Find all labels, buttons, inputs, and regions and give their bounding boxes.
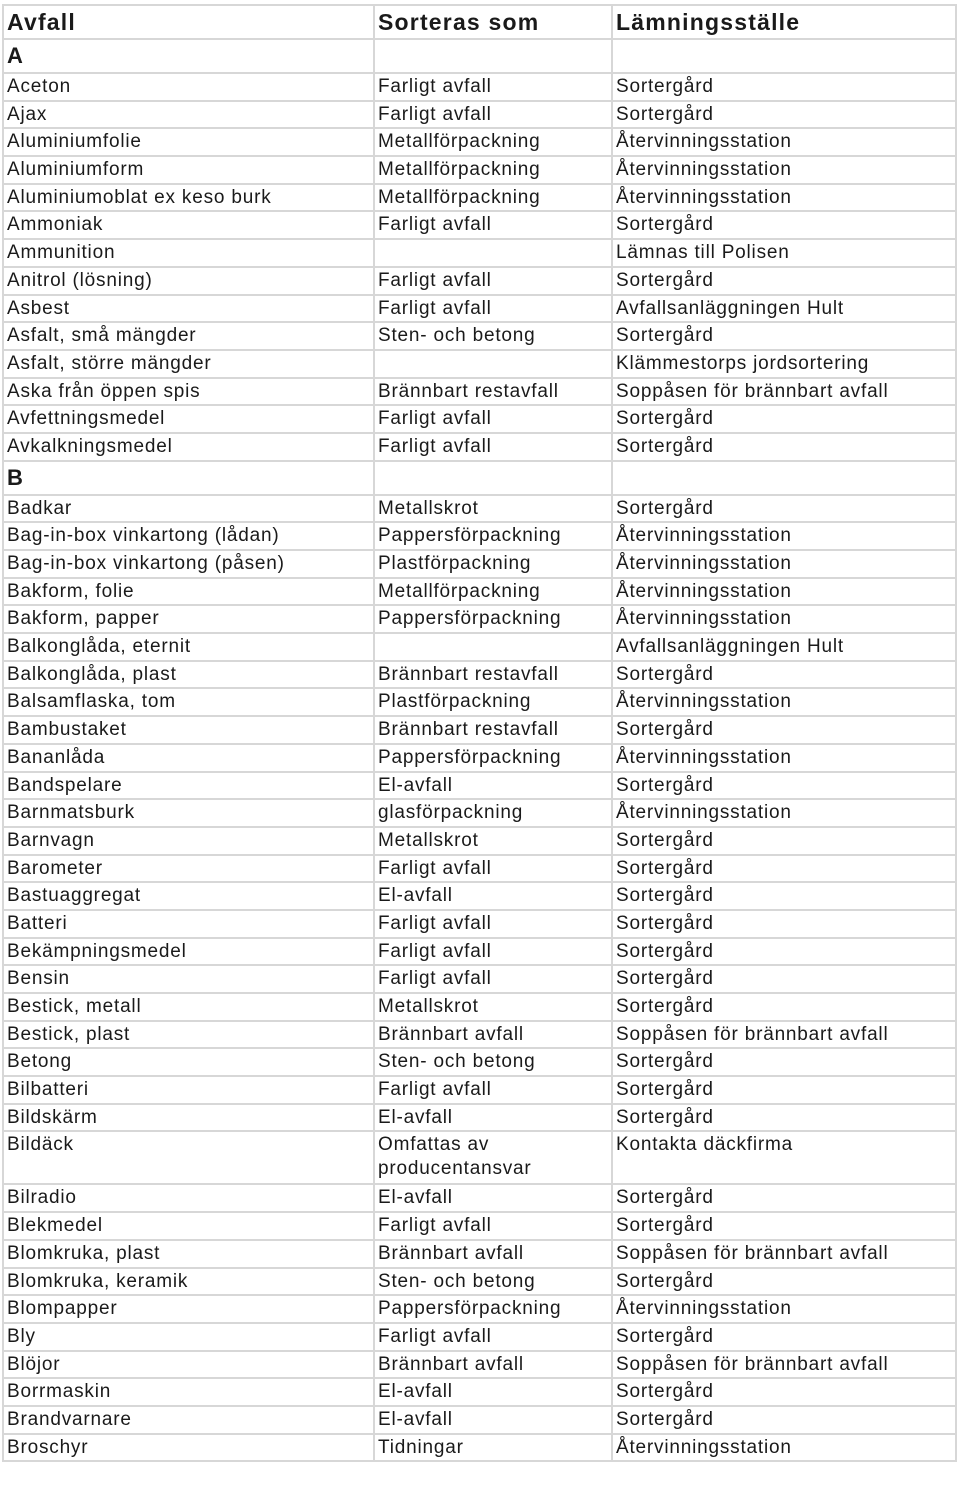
- table-row: [3, 495, 956, 523]
- table-row: [3, 633, 956, 661]
- table-row: [3, 578, 956, 606]
- table-row: [3, 1104, 956, 1132]
- table-row: [3, 156, 956, 184]
- cell-avfall: Bandspelare: [3, 772, 374, 800]
- cell-sorteras-som: Farligt avfall: [374, 965, 612, 993]
- cell-sorteras-som: Pappersförpackning: [374, 744, 612, 772]
- cell-sorteras-som: Pappersförpackning: [374, 605, 612, 633]
- cell-lamningsstalle: Sortergård: [612, 1104, 956, 1132]
- cell-lamningsstalle: Sortergård: [612, 993, 956, 1021]
- cell-lamningsstalle: Sortergård: [612, 716, 956, 744]
- table-row: [3, 1048, 956, 1076]
- cell-sorteras-som: Farligt avfall: [374, 855, 612, 883]
- table-row: [3, 239, 956, 267]
- cell-avfall: Bildskärm: [3, 1104, 374, 1132]
- cell-sorteras-som: Farligt avfall: [374, 433, 612, 461]
- table-row: [3, 1184, 956, 1212]
- cell-lamningsstalle: Sortergård: [612, 101, 956, 129]
- cell-sorteras-som: Sten- och betong: [374, 1048, 612, 1076]
- cell-sorteras-som: Brännbart avfall: [374, 1351, 612, 1379]
- cell-sorteras-som: Sten- och betong: [374, 322, 612, 350]
- cell-sorteras-som: Pappersförpackning: [374, 522, 612, 550]
- cell-avfall: Bakform, papper: [3, 605, 374, 633]
- cell-avfall: Blomkruka, keramik: [3, 1268, 374, 1296]
- table-row: [3, 522, 956, 550]
- table-row: [3, 1212, 956, 1240]
- cell-sorteras-som: Farligt avfall: [374, 938, 612, 966]
- table-row: [3, 1021, 956, 1049]
- section-letter-row: [3, 461, 956, 495]
- table-row: [3, 688, 956, 716]
- cell-lamningsstalle: Sortergård: [612, 1406, 956, 1434]
- cell-lamningsstalle: Återvinningsstation: [612, 550, 956, 578]
- cell-lamningsstalle: Sortergård: [612, 433, 956, 461]
- cell-lamningsstalle: Klämmestorps jordsortering: [612, 350, 956, 378]
- section-letter: B: [3, 461, 374, 495]
- cell-sorteras-som: El-avfall: [374, 772, 612, 800]
- cell-avfall: Bastuaggregat: [3, 882, 374, 910]
- cell-sorteras-som: Brännbart restavfall: [374, 378, 612, 406]
- cell-avfall: Avkalkningsmedel: [3, 433, 374, 461]
- cell-lamningsstalle: Sortergård: [612, 827, 956, 855]
- section-letter: A: [3, 39, 374, 73]
- cell-avfall: Bag-in-box vinkartong (påsen): [3, 550, 374, 578]
- cell-avfall: Bambustaket: [3, 716, 374, 744]
- table-row: [3, 1378, 956, 1406]
- waste-sorting-table: [2, 4, 957, 1462]
- cell-sorteras-som: Farligt avfall: [374, 295, 612, 323]
- cell-sorteras-som: Omfattas av producentansvar: [374, 1131, 612, 1184]
- cell-avfall: Anitrol (lösning): [3, 267, 374, 295]
- table-row: [3, 772, 956, 800]
- cell-avfall: Blompapper: [3, 1295, 374, 1323]
- cell-sorteras-som: Metallskrot: [374, 827, 612, 855]
- table-row: [3, 938, 956, 966]
- cell-avfall: Barnmatsburk: [3, 799, 374, 827]
- cell-lamningsstalle: Återvinningsstation: [612, 578, 956, 606]
- cell-sorteras-som: Tidningar: [374, 1434, 612, 1462]
- column-header-sorteras-som: Sorteras som: [374, 5, 612, 39]
- cell-sorteras-som: Metallförpackning: [374, 128, 612, 156]
- empty-cell: [612, 39, 956, 73]
- cell-avfall: Asfalt, små mängder: [3, 322, 374, 350]
- cell-avfall: Betong: [3, 1048, 374, 1076]
- cell-lamningsstalle: Sortergård: [612, 1048, 956, 1076]
- cell-lamningsstalle: Soppåsen för brännbart avfall: [612, 1240, 956, 1268]
- cell-sorteras-som: El-avfall: [374, 1378, 612, 1406]
- cell-lamningsstalle: Sortergård: [612, 1184, 956, 1212]
- cell-sorteras-som: El-avfall: [374, 1406, 612, 1434]
- table-row: [3, 1351, 956, 1379]
- cell-sorteras-som: Metallförpackning: [374, 156, 612, 184]
- cell-lamningsstalle: Sortergård: [612, 855, 956, 883]
- cell-sorteras-som: Farligt avfall: [374, 910, 612, 938]
- table-row: [3, 184, 956, 212]
- cell-avfall: Blekmedel: [3, 1212, 374, 1240]
- table-row: [3, 1406, 956, 1434]
- table-row: [3, 1268, 956, 1296]
- cell-avfall: Aluminiumoblat ex keso burk: [3, 184, 374, 212]
- cell-lamningsstalle: Återvinningsstation: [612, 799, 956, 827]
- empty-cell: [374, 39, 612, 73]
- table-row: [3, 1076, 956, 1104]
- cell-sorteras-som: Metallförpackning: [374, 578, 612, 606]
- cell-avfall: Aska från öppen spis: [3, 378, 374, 406]
- cell-avfall: Broschyr: [3, 1434, 374, 1462]
- cell-avfall: Bekämpningsmedel: [3, 938, 374, 966]
- cell-sorteras-som: Brännbart restavfall: [374, 661, 612, 689]
- cell-lamningsstalle: Sortergård: [612, 1323, 956, 1351]
- cell-avfall: Aluminiumform: [3, 156, 374, 184]
- cell-lamningsstalle: Sortergård: [612, 322, 956, 350]
- cell-avfall: Badkar: [3, 495, 374, 523]
- cell-sorteras-som: Metallförpackning: [374, 184, 612, 212]
- cell-lamningsstalle: Återvinningsstation: [612, 156, 956, 184]
- cell-avfall: Bly: [3, 1323, 374, 1351]
- cell-lamningsstalle: Sortergård: [612, 965, 956, 993]
- cell-sorteras-som: El-avfall: [374, 882, 612, 910]
- cell-sorteras-som: Metallskrot: [374, 495, 612, 523]
- cell-sorteras-som: Farligt avfall: [374, 73, 612, 101]
- table-row: [3, 1131, 956, 1184]
- column-header-avfall: Avfall: [3, 5, 374, 39]
- cell-sorteras-som: [374, 239, 612, 267]
- cell-sorteras-som: Plastförpackning: [374, 688, 612, 716]
- cell-avfall: Barnvagn: [3, 827, 374, 855]
- column-header-lamningsstalle: Lämningsställe: [612, 5, 956, 39]
- cell-avfall: Barometer: [3, 855, 374, 883]
- cell-sorteras-som: El-avfall: [374, 1184, 612, 1212]
- cell-lamningsstalle: Soppåsen för brännbart avfall: [612, 1351, 956, 1379]
- table-header-row: [3, 5, 956, 39]
- table-row: [3, 744, 956, 772]
- cell-lamningsstalle: Sortergård: [612, 211, 956, 239]
- cell-sorteras-som: Sten- och betong: [374, 1268, 612, 1296]
- cell-avfall: Ajax: [3, 101, 374, 129]
- cell-avfall: Bilradio: [3, 1184, 374, 1212]
- cell-avfall: Ammunition: [3, 239, 374, 267]
- cell-avfall: Brandvarnare: [3, 1406, 374, 1434]
- cell-avfall: Bananlåda: [3, 744, 374, 772]
- table-row: [3, 405, 956, 433]
- table-row: [3, 295, 956, 323]
- cell-sorteras-som: Pappersförpackning: [374, 1295, 612, 1323]
- cell-sorteras-som: El-avfall: [374, 1104, 612, 1132]
- table-row: [3, 910, 956, 938]
- cell-lamningsstalle: Sortergård: [612, 495, 956, 523]
- cell-avfall: Aluminiumfolie: [3, 128, 374, 156]
- cell-lamningsstalle: Sortergård: [612, 1268, 956, 1296]
- cell-sorteras-som: Metallskrot: [374, 993, 612, 1021]
- table-row: [3, 882, 956, 910]
- cell-sorteras-som: Brännbart avfall: [374, 1240, 612, 1268]
- table-row: [3, 101, 956, 129]
- cell-avfall: Bensin: [3, 965, 374, 993]
- table-row: [3, 128, 956, 156]
- cell-avfall: Asfalt, större mängder: [3, 350, 374, 378]
- cell-avfall: Batteri: [3, 910, 374, 938]
- cell-lamningsstalle: Sortergård: [612, 910, 956, 938]
- cell-lamningsstalle: Sortergård: [612, 1378, 956, 1406]
- cell-lamningsstalle: Återvinningsstation: [612, 688, 956, 716]
- cell-avfall: Blöjor: [3, 1351, 374, 1379]
- cell-lamningsstalle: Sortergård: [612, 772, 956, 800]
- table-row: [3, 1295, 956, 1323]
- table-row: [3, 267, 956, 295]
- table-row: [3, 322, 956, 350]
- table-row: [3, 73, 956, 101]
- table-row: [3, 993, 956, 1021]
- cell-sorteras-som: Brännbart restavfall: [374, 716, 612, 744]
- cell-avfall: Ammoniak: [3, 211, 374, 239]
- cell-avfall: Bag-in-box vinkartong (lådan): [3, 522, 374, 550]
- cell-lamningsstalle: Avfallsanläggningen Hult: [612, 295, 956, 323]
- cell-lamningsstalle: Sortergård: [612, 1076, 956, 1104]
- cell-sorteras-som: glasförpackning: [374, 799, 612, 827]
- cell-avfall: Borrmaskin: [3, 1378, 374, 1406]
- section-letter-row: [3, 39, 956, 73]
- table-row: [3, 350, 956, 378]
- cell-lamningsstalle: Sortergård: [612, 405, 956, 433]
- cell-lamningsstalle: Sortergård: [612, 73, 956, 101]
- cell-lamningsstalle: Återvinningsstation: [612, 128, 956, 156]
- table-row: [3, 661, 956, 689]
- table-row: [3, 211, 956, 239]
- cell-avfall: Bestick, metall: [3, 993, 374, 1021]
- empty-cell: [612, 461, 956, 495]
- cell-lamningsstalle: Återvinningsstation: [612, 744, 956, 772]
- table-row: [3, 855, 956, 883]
- cell-lamningsstalle: Återvinningsstation: [612, 184, 956, 212]
- cell-avfall: Aceton: [3, 73, 374, 101]
- table-row: [3, 605, 956, 633]
- cell-lamningsstalle: Sortergård: [612, 661, 956, 689]
- cell-lamningsstalle: Sortergård: [612, 882, 956, 910]
- cell-sorteras-som: [374, 350, 612, 378]
- table-row: [3, 827, 956, 855]
- cell-lamningsstalle: Återvinningsstation: [612, 605, 956, 633]
- cell-avfall: Balsamflaska, tom: [3, 688, 374, 716]
- cell-avfall: Avfettningsmedel: [3, 405, 374, 433]
- cell-sorteras-som: Farligt avfall: [374, 1076, 612, 1104]
- cell-sorteras-som: Brännbart avfall: [374, 1021, 612, 1049]
- cell-lamningsstalle: Kontakta däckfirma: [612, 1131, 956, 1184]
- table-row: [3, 1323, 956, 1351]
- cell-avfall: Bestick, plast: [3, 1021, 374, 1049]
- cell-avfall: Bakform, folie: [3, 578, 374, 606]
- cell-sorteras-som: Farligt avfall: [374, 101, 612, 129]
- table-row: [3, 433, 956, 461]
- empty-cell: [374, 461, 612, 495]
- table-row: [3, 799, 956, 827]
- cell-sorteras-som: Farligt avfall: [374, 267, 612, 295]
- cell-sorteras-som: Farligt avfall: [374, 211, 612, 239]
- cell-avfall: Bildäck: [3, 1131, 374, 1184]
- cell-lamningsstalle: Återvinningsstation: [612, 1295, 956, 1323]
- table-row: [3, 716, 956, 744]
- table-row: [3, 550, 956, 578]
- cell-sorteras-som: Plastförpackning: [374, 550, 612, 578]
- cell-sorteras-som: Farligt avfall: [374, 405, 612, 433]
- cell-lamningsstalle: Återvinningsstation: [612, 1434, 956, 1462]
- cell-avfall: Bilbatteri: [3, 1076, 374, 1104]
- cell-sorteras-som: Farligt avfall: [374, 1323, 612, 1351]
- cell-avfall: Blomkruka, plast: [3, 1240, 374, 1268]
- cell-lamningsstalle: Avfallsanläggningen Hult: [612, 633, 956, 661]
- cell-lamningsstalle: Sortergård: [612, 267, 956, 295]
- cell-lamningsstalle: Återvinningsstation: [612, 522, 956, 550]
- cell-lamningsstalle: Soppåsen för brännbart avfall: [612, 1021, 956, 1049]
- cell-lamningsstalle: Soppåsen för brännbart avfall: [612, 378, 956, 406]
- cell-lamningsstalle: Lämnas till Polisen: [612, 239, 956, 267]
- cell-lamningsstalle: Sortergård: [612, 1212, 956, 1240]
- cell-sorteras-som: Farligt avfall: [374, 1212, 612, 1240]
- table-row: [3, 1240, 956, 1268]
- cell-sorteras-som: [374, 633, 612, 661]
- cell-avfall: Asbest: [3, 295, 374, 323]
- cell-lamningsstalle: Sortergård: [612, 938, 956, 966]
- table-row: [3, 378, 956, 406]
- table-row: [3, 1434, 956, 1462]
- table-row: [3, 965, 956, 993]
- cell-avfall: Balkonglåda, plast: [3, 661, 374, 689]
- table-body: [3, 39, 956, 1461]
- cell-avfall: Balkonglåda, eternit: [3, 633, 374, 661]
